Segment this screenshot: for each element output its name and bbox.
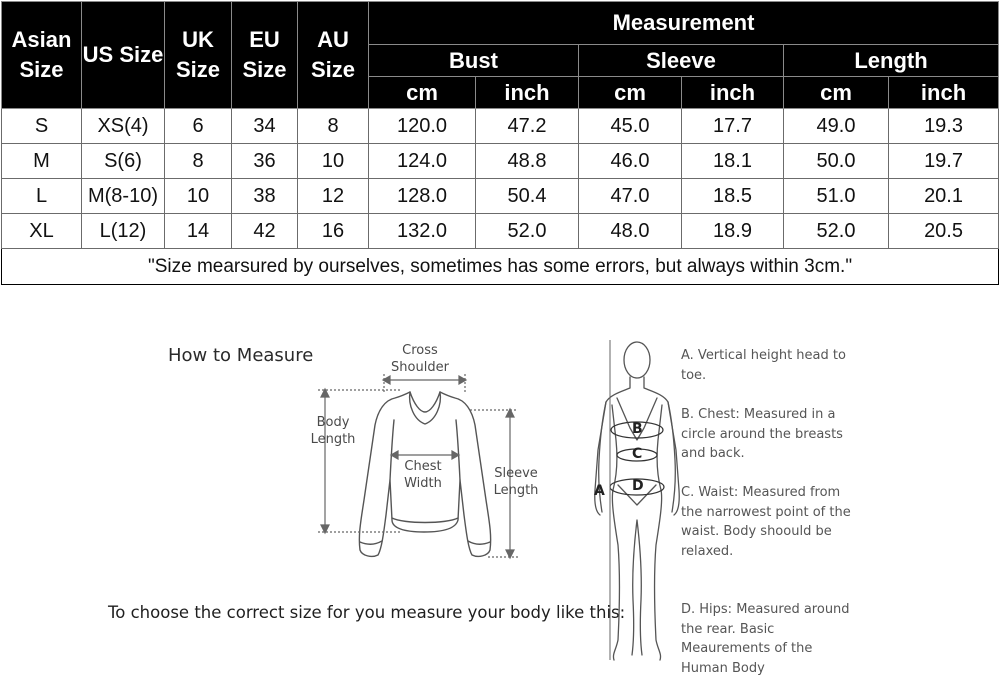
note-height: A. Vertical height head to toe. (681, 348, 846, 383)
table-cell: 132.0 (369, 214, 476, 249)
marker-d: D (632, 478, 644, 494)
header-bust-inch: inch (476, 77, 579, 109)
table-cell: 19.3 (889, 109, 999, 144)
table-cell: 50.0 (784, 144, 889, 179)
how-to-measure-title: How to Measure (168, 345, 314, 366)
table-cell: L(12) (82, 214, 165, 249)
body-length-label: Body Length (310, 415, 356, 447)
note-waist: C. Waist: Measured from the narrowest point of the waist. Body shoould be relaxed. (681, 485, 851, 559)
table-cell: 52.0 (784, 214, 889, 249)
table-cell: 47.2 (476, 109, 579, 144)
table-cell: 51.0 (784, 179, 889, 214)
sleeve-length-label: Sleeve Length (493, 466, 539, 498)
table-cell: 50.4 (476, 179, 579, 214)
header-sleeve-inch: inch (682, 77, 784, 109)
table-cell: 48.0 (579, 214, 682, 249)
table-cell: 18.1 (682, 144, 784, 179)
table-cell: 18.5 (682, 179, 784, 214)
table-cell: 36 (232, 144, 298, 179)
table-cell: 19.7 (889, 144, 999, 179)
table-cell: S (2, 109, 82, 144)
table-cell: 20.5 (889, 214, 999, 249)
header-bust-cm: cm (369, 77, 476, 109)
right-sleeve-inner (456, 420, 460, 480)
header-uk-size: UK Size (165, 2, 232, 109)
table-cell: 10 (298, 144, 369, 179)
size-note: "Size mearsured by ourselves, sometimes has some errors, but always within 3cm." (2, 249, 999, 285)
table-cell: M (2, 144, 82, 179)
table-cell: M(8-10) (82, 179, 165, 214)
left-cuff (360, 541, 382, 544)
table-cell: 42 (232, 214, 298, 249)
table-cell: 8 (165, 144, 232, 179)
header-length-inch: inch (889, 77, 999, 109)
hem-line (392, 518, 458, 523)
header-sleeve-cm: cm (579, 77, 682, 109)
table-cell: 10 (165, 179, 232, 214)
header-asian-size: Asian Size (2, 2, 82, 109)
measure-instruction: To choose the correct size for you measure your body like this: (108, 603, 626, 622)
neckline (410, 392, 441, 424)
table-cell: 46.0 (579, 144, 682, 179)
table-cell: 128.0 (369, 179, 476, 214)
header-length: Length (784, 45, 999, 77)
header-measurement: Measurement (369, 2, 999, 45)
marker-b: B (632, 421, 643, 437)
table-cell: 124.0 (369, 144, 476, 179)
note-chest: B. Chest: Measured in a circle around the breasts and back. (681, 407, 843, 461)
table-cell: 45.0 (579, 109, 682, 144)
table-cell: 17.7 (682, 109, 784, 144)
figure-head (624, 342, 650, 378)
table-cell: 52.0 (476, 214, 579, 249)
table-cell: 6 (165, 109, 232, 144)
table-cell: 8 (298, 109, 369, 144)
note-hips: D. Hips: Measured around the rear. Basic Meaurements of the Human Body (681, 602, 850, 676)
marker-c: C (632, 446, 643, 462)
table-cell: 16 (298, 214, 369, 249)
header-length-cm: cm (784, 77, 889, 109)
table-cell: L (2, 179, 82, 214)
cross-shoulder-label: Cross Shoulder (391, 343, 449, 375)
table-cell: 34 (232, 109, 298, 144)
table-cell: 49.0 (784, 109, 889, 144)
figure-right-arm (668, 402, 675, 512)
table-cell: 120.0 (369, 109, 476, 144)
table-cell: XL (2, 214, 82, 249)
header-us-size: US Size (82, 2, 165, 109)
header-bust: Bust (369, 45, 579, 77)
chest-width-label: Chest Width (404, 459, 442, 491)
table-cell: S(6) (82, 144, 165, 179)
header-sleeve: Sleeve (579, 45, 784, 77)
table-cell: 14 (165, 214, 232, 249)
right-cuff (468, 541, 490, 544)
header-eu-size: EU Size (232, 2, 298, 109)
table-cell: XS(4) (82, 109, 165, 144)
header-au-size: AU Size (298, 2, 369, 109)
table-cell: 12 (298, 179, 369, 214)
table-cell: 47.0 (579, 179, 682, 214)
table-cell: 18.9 (682, 214, 784, 249)
table-cell: 20.1 (889, 179, 999, 214)
table-cell: 38 (232, 179, 298, 214)
marker-a: A (594, 483, 605, 499)
table-cell: 48.8 (476, 144, 579, 179)
